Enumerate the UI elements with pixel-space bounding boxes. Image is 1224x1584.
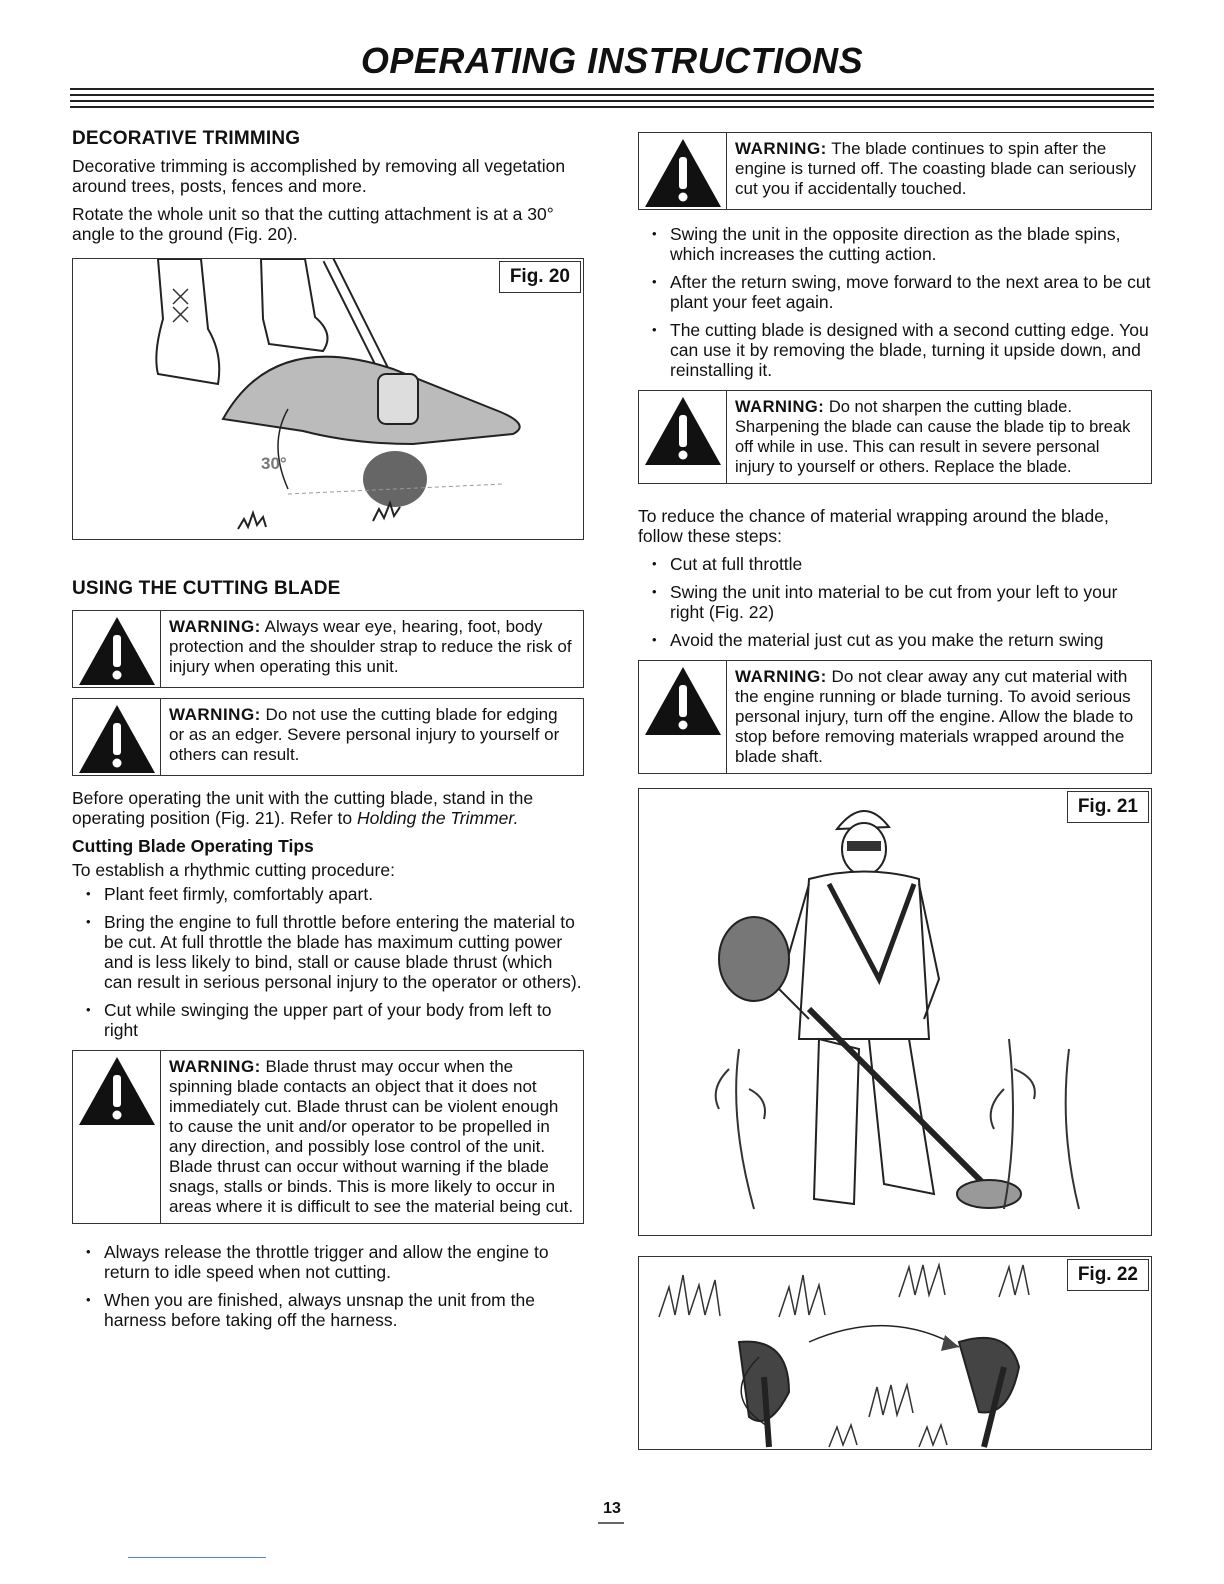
list-item: • After the return swing, move forward to the next area to be cut plant your feet again. [638, 272, 1152, 312]
operating-position-paragraph: Before operating the unit with the cutting blade, stand in the operating position (Fig. 21). Refer to Holding the Trimmer. [72, 788, 534, 828]
swing-bullets-list [638, 224, 1152, 380]
warning-box-3 [72, 1050, 584, 1224]
list-item: • Cut while swinging the upper part of your body from left to right [72, 1000, 584, 1040]
warning-triangle-icon [73, 699, 161, 775]
warning-triangle-icon [73, 1051, 161, 1223]
operating-tips-heading: Cutting Blade Operating Tips [72, 836, 314, 856]
figure-20-label: Fig. 20 [499, 261, 581, 293]
warning-box-5 [638, 390, 1152, 484]
operating-tips-intro: To establish a rhythmic cutting procedure: [72, 860, 395, 880]
warning-text-2: WARNING: Do not use the cutting blade for edging or as an edger. Severe personal injury to yourself or others can result. [169, 705, 560, 764]
final-bullets-list [72, 1242, 584, 1330]
warning-text-3: WARNING: Blade thrust may occur when the spinning blade contacts an object that it does not immediately cut. Blade thrust can be violent enough to cause the unit and/or operator to be propelled in any direction, and possibly lose control of the unit. Blade thrust can occur without warning if the blade snags, stalls or binds. This is more likely to occur in areas where it is difficult to see the material being cut. [169, 1057, 574, 1216]
trimmer-angle-illustration [73, 259, 582, 539]
list-item: • When you are finished, always unsnap the unit from the harness before taking off the harness. [72, 1290, 584, 1330]
right-column [638, 128, 1152, 1450]
page-number-bar [598, 1522, 624, 1524]
wrapping-paragraph: To reduce the chance of material wrapping around the blade, follow these steps: [638, 506, 1109, 546]
warning-triangle-icon [639, 661, 727, 773]
list-item: • Always release the throttle trigger and allow the engine to return to idle speed when not cutting. [72, 1242, 584, 1282]
operating-tips-list [72, 884, 584, 1040]
header-rule-2 [70, 94, 1154, 96]
page-number: 13 [603, 1500, 621, 1517]
left-column [72, 128, 584, 1338]
header-rule-1 [70, 88, 1154, 90]
list-item: • Swing the unit into material to be cut from your left to your right (Fig. 22) [638, 582, 1152, 622]
figure-21-label: Fig. 21 [1067, 791, 1149, 823]
list-item: • Avoid the material just cut as you make the return swing [638, 630, 1152, 650]
header-rule-3 [70, 100, 1154, 102]
warning-box-6 [638, 660, 1152, 774]
warning-text-1: WARNING: Always wear eye, hearing, foot, body protection and the shoulder strap to reduce the risk of injury when operating this unit. [169, 617, 572, 676]
figure-22 [638, 1256, 1152, 1450]
figure-22-label: Fig. 22 [1067, 1259, 1149, 1291]
using-cutting-blade-heading: USING THE CUTTING BLADE [72, 578, 341, 599]
decorative-trimming-heading: DECORATIVE TRIMMING [72, 128, 301, 149]
header-rule-4 [70, 106, 1154, 108]
figure-20 [72, 258, 584, 540]
angle-label: 30° [261, 454, 287, 473]
warning-triangle-icon [73, 611, 161, 687]
warning-triangle-icon [639, 391, 727, 483]
list-item: • Cut at full throttle [638, 554, 1152, 574]
warning-text-6: WARNING: Do not clear away any cut material with the engine running or blade turning. To avoid serious personal injury, turn off the engine. Allow the blade to stop before removing materials wrapped around the blade shaft. [735, 667, 1134, 766]
list-item: • Bring the engine to full throttle before entering the material to be cut. At full throttle the blade has maximum cutting power and is less likely to bind, stall or cause blade thrust (which can result in serious personal injury to the operator or others). [72, 912, 584, 992]
list-item: • Swing the unit in the opposite direction as the blade spins, which increases the cutting action. [638, 224, 1152, 264]
list-item: • Plant feet firmly, comfortably apart. [72, 884, 584, 904]
figure-21 [638, 788, 1152, 1236]
warning-box-4 [638, 132, 1152, 210]
page-title: OPERATING INSTRUCTIONS [360, 40, 864, 81]
decorative-paragraph-2: Rotate the whole unit so that the cutting attachment is at a 30° angle to the ground (Fig. 20). [72, 204, 554, 244]
warning-text-5: WARNING: Do not sharpen the cutting blade. Sharpening the blade can cause the blade tip to break off while in use. This can result in severe personal injury to yourself or others. Replace the blade. [735, 398, 1131, 476]
warning-text-4: WARNING: The blade continues to spin after the engine is turned off. The coasting blade can seriously cut you if accidentally touched. [735, 139, 1137, 198]
wrapping-steps-list [638, 554, 1152, 650]
list-item: • The cutting blade is designed with a second cutting edge. You can use it by removing the blade, turning it upside down, and reinstalling it. [638, 320, 1152, 380]
warning-box-2 [72, 698, 584, 776]
footer-line [128, 1557, 266, 1558]
warning-box-1 [72, 610, 584, 688]
operator-stance-illustration [639, 789, 1150, 1235]
warning-triangle-icon [639, 133, 727, 209]
decorative-paragraph-1: Decorative trimming is accomplished by removing all vegetation around trees, posts, fences and more. [72, 156, 566, 196]
